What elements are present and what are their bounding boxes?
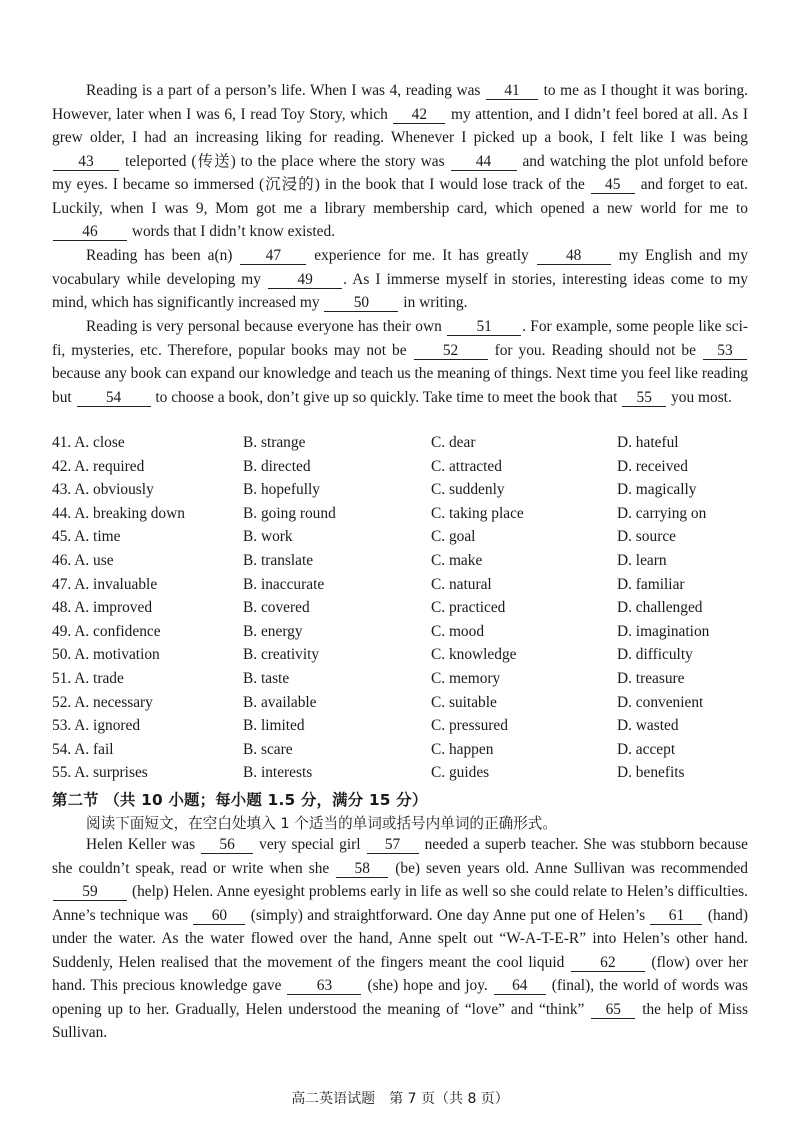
passage-text: the help of Miss Sullivan.	[52, 1000, 748, 1041]
option-c: C. taking place	[431, 504, 524, 522]
option-row-48	[52, 599, 752, 623]
option-d: D. imagination	[617, 622, 710, 640]
passage-text: (hand) under the water. As the water flowed over the hand, Anne spelt out “W-A-T-E-R” into Helen’s other hand. Suddenly, Helen realised that the movement of the fingers meant the cool liquid	[52, 906, 748, 971]
option-row-53	[52, 717, 752, 741]
option-c: C. practiced	[431, 599, 506, 617]
option-a: 41. A. close	[52, 434, 125, 451]
passage-text: (final), the world of words was opening up to her. Gradually, Helen understood the meaning of “love” and “think”	[52, 977, 748, 1018]
reading-paragraph-3	[52, 315, 748, 409]
passage-text: needed a superb teacher. She was stubborn because she couldn’t speak, read or write when she	[52, 836, 748, 877]
passage-text: to choose a book, don’t give up so quickly. Take time to meet the book that	[155, 388, 618, 406]
option-b: B. going round	[243, 504, 336, 522]
passage-text: my English and my vocabulary while developing my	[52, 247, 748, 288]
option-b: B. limited	[243, 717, 305, 735]
blank-54: 54	[77, 389, 151, 407]
option-a: 46. A. use	[52, 551, 114, 569]
option-d: D. wasted	[617, 717, 679, 735]
option-a: 43. A. obviously	[52, 481, 154, 499]
option-d: D. difficulty	[617, 646, 693, 664]
option-c: C. pressured	[431, 717, 508, 735]
option-c: C. make	[431, 551, 483, 569]
blank-42: 42	[393, 106, 445, 124]
option-c: C. goal	[431, 528, 476, 546]
option-a: 52. A. necessary	[52, 693, 153, 711]
option-row-52	[52, 694, 752, 718]
passage-text: to me as I thought it was boring. However, later when I was 6, I read Toy Story, which	[52, 82, 748, 123]
blank-41: 41	[486, 82, 538, 100]
option-b: B. scare	[243, 740, 293, 758]
option-row-47	[52, 576, 752, 600]
option-c: C. memory	[431, 669, 501, 687]
option-a: 42. A. required	[52, 457, 145, 475]
option-d: D. hateful	[617, 434, 679, 451]
options-list	[52, 434, 752, 788]
option-d: D. source	[617, 528, 676, 546]
reading-paragraph-1	[52, 79, 748, 244]
passage-text: experience for me. It has greatly	[314, 247, 529, 264]
option-a: 47. A. invaluable	[52, 575, 158, 593]
option-a: 44. A. breaking down	[52, 504, 185, 522]
option-d: D. benefits	[617, 764, 685, 782]
option-b: B. available	[243, 693, 317, 711]
option-b: B. creativity	[243, 646, 320, 664]
option-a: 51. A. trade	[52, 669, 124, 687]
blank-65: 65	[591, 1001, 635, 1019]
blank-55: 55	[622, 389, 666, 407]
passage-text: my attention, and I didn’t feel bored at all. As I grew older, I had an increasing liking for reading. Whenever I picked up a book, I felt like I was being	[52, 105, 748, 146]
blank-49: 49	[268, 271, 342, 289]
option-row-41	[52, 434, 752, 458]
passage-text: (help) Helen. Anne eyesight problems early in life as well so she could relate to Helen’s difficulties. Anne’s technique was	[52, 883, 748, 924]
option-row-45	[52, 528, 752, 552]
option-b: B. hopefully	[243, 481, 320, 499]
option-b: B. inaccurate	[243, 575, 325, 593]
passage-text: for you. Reading should not be	[494, 341, 696, 359]
passage-text: (she) hope and joy.	[367, 977, 488, 994]
option-b: B. strange	[243, 434, 306, 451]
option-c: C. natural	[431, 575, 492, 593]
option-row-51	[52, 670, 752, 694]
blank-58: 58	[336, 860, 388, 878]
grammar-passage	[52, 833, 748, 1045]
passage-text: because any book can expand our knowledge and teach us the meaning of things. Next time you feel like reading but	[52, 365, 748, 406]
option-row-50	[52, 646, 752, 670]
blank-62: 62	[571, 954, 645, 972]
passage-text: teleported (传送) to the place where the story was	[124, 152, 445, 170]
option-d: D. received	[617, 457, 688, 475]
blank-57: 57	[367, 836, 419, 854]
option-c: C. suddenly	[431, 481, 505, 499]
option-d: D. familiar	[617, 575, 685, 593]
blank-44: 44	[451, 153, 517, 171]
passage-text: (simply) and straightforward. One day Anne put one of Helen’s	[250, 906, 646, 924]
option-c: C. attracted	[431, 457, 502, 475]
passage-text: very special girl	[259, 836, 361, 853]
passage-text: (be) seven years old. Anne Sullivan was recommended	[395, 859, 748, 877]
passage-text: . As I immerse myself in stories, interesting ideas come to my mind, which has significantly increased my	[52, 270, 748, 311]
option-d: D. magically	[617, 481, 697, 499]
blank-43: 43	[53, 153, 119, 171]
passage-text: words that I didn’t know existed.	[131, 223, 336, 240]
passage-text: Reading is very personal because everyone has their own	[86, 318, 442, 335]
passage-text: and watching the plot unfold before my eyes. I became so immersed (沉浸的) in the book that I would lose track of the	[52, 152, 748, 193]
blank-52: 52	[414, 342, 488, 360]
option-b: B. translate	[243, 551, 314, 569]
option-row-49	[52, 623, 752, 647]
option-a: 50. A. motivation	[52, 646, 160, 664]
blank-46: 46	[53, 223, 127, 241]
option-c: C. happen	[431, 740, 494, 758]
option-a: 45. A. time	[52, 528, 121, 546]
option-row-44	[52, 505, 752, 529]
option-a: 54. A. fail	[52, 740, 114, 758]
option-d: D. accept	[617, 740, 676, 758]
option-row-54	[52, 741, 752, 765]
option-a: 48. A. improved	[52, 599, 153, 617]
option-c: C. mood	[431, 622, 485, 640]
blank-53: 53	[703, 342, 747, 360]
option-b: B. covered	[243, 599, 310, 617]
option-c: C. guides	[431, 764, 490, 782]
blank-61: 61	[650, 907, 702, 925]
option-d: D. learn	[617, 551, 667, 569]
passage-text: . For example, some people like sci-fi, mysteries, etc. Therefore, popular books may not be	[52, 318, 748, 359]
blank-63: 63	[287, 977, 361, 995]
option-b: B. directed	[243, 457, 311, 475]
option-a: 53. A. ignored	[52, 717, 141, 735]
option-d: D. convenient	[617, 693, 704, 711]
blank-50: 50	[324, 294, 398, 312]
section-2-instruction: 阅读下面短文，在空白处填入 1 个适当的单词或括号内单词的正确形式。	[86, 815, 557, 832]
passage-text: in writing.	[403, 294, 468, 311]
option-b: B. work	[243, 528, 293, 546]
option-b: B. interests	[243, 764, 313, 782]
option-c: C. knowledge	[431, 646, 517, 664]
blank-60: 60	[193, 907, 245, 925]
blank-47: 47	[240, 247, 306, 265]
passage-text: Reading has been a(n)	[86, 247, 233, 264]
blank-48: 48	[537, 247, 611, 265]
passage-text: Helen Keller was	[86, 836, 196, 853]
section-2-title: 第二节 （共 10 小题；每小题 1.5 分，满分 15 分）	[52, 791, 428, 809]
blank-56: 56	[201, 836, 253, 854]
option-d: D. challenged	[617, 599, 703, 617]
passage-text: you most.	[671, 388, 732, 406]
passage-text: and forget to eat. Luckily, when I was 9, Mom got me a library membership card, which opened a new world for me to	[52, 176, 748, 217]
passage-text: Reading is a part of a person’s life. When I was 4, reading was	[86, 82, 481, 99]
option-b: B. taste	[243, 669, 290, 687]
option-b: B. energy	[243, 622, 303, 640]
option-a: 55. A. surprises	[52, 764, 148, 782]
blank-59: 59	[53, 883, 127, 901]
option-c: C. dear	[431, 434, 476, 451]
passage-text: (flow) over her hand. This precious knowledge gave	[52, 953, 748, 994]
blank-51: 51	[447, 318, 521, 336]
option-row-55	[52, 764, 752, 788]
option-a: 49. A. confidence	[52, 622, 161, 640]
option-d: D. treasure	[617, 669, 685, 687]
option-row-42	[52, 458, 752, 482]
reading-paragraph-2	[52, 244, 748, 315]
blank-45: 45	[591, 176, 635, 194]
option-c: C. suitable	[431, 693, 497, 711]
option-row-46	[52, 552, 752, 576]
option-row-43	[52, 481, 752, 505]
option-d: D. carrying on	[617, 504, 707, 522]
blank-64: 64	[494, 977, 546, 995]
page-footer: 高二英语试题 第 7 页（共 8 页）	[291, 1091, 509, 1107]
